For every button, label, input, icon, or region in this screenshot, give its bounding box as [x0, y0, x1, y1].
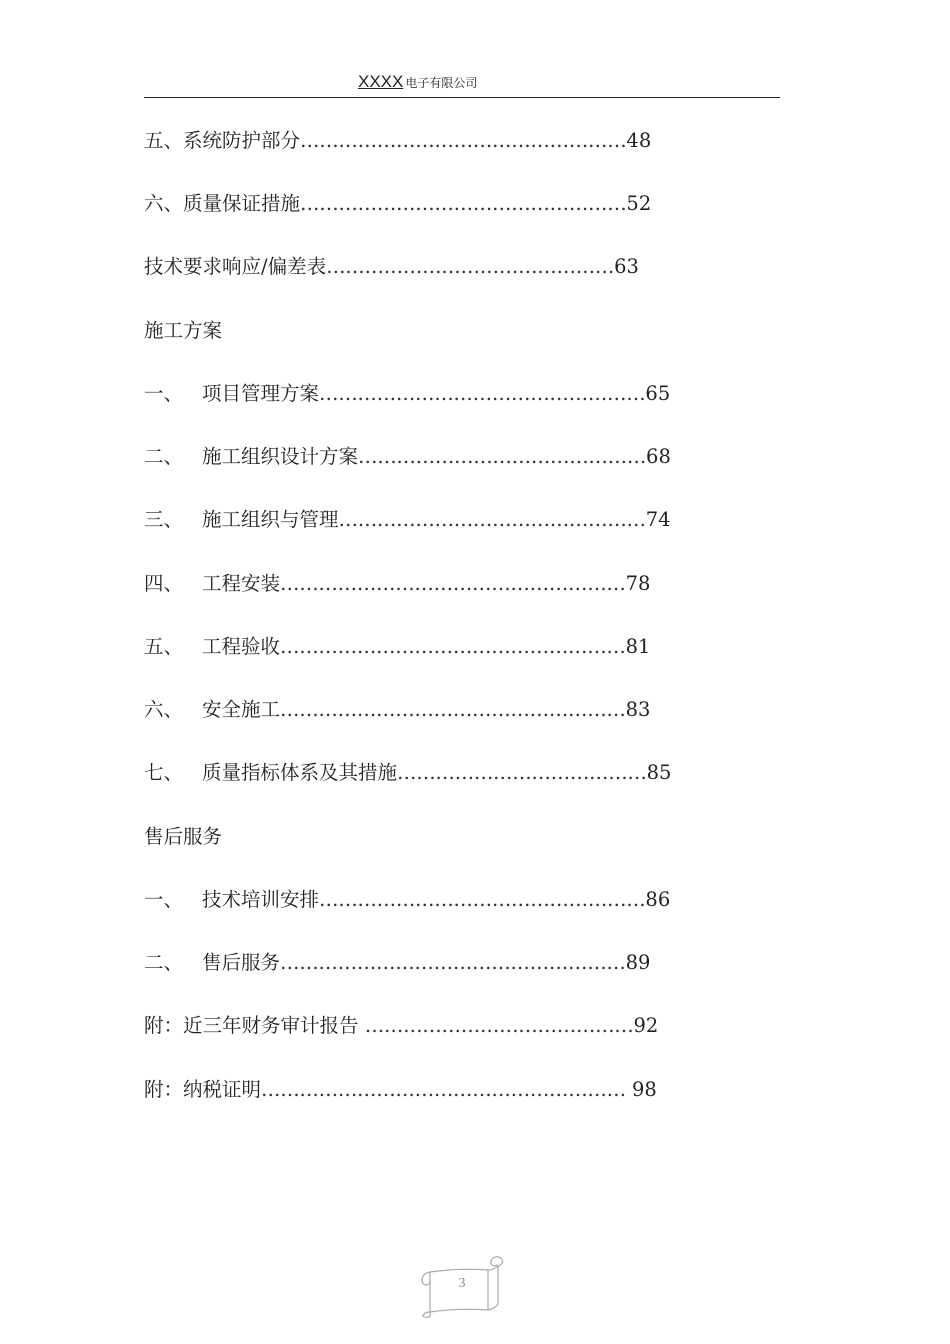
- toc-leader: ………………………………………………: [280, 951, 626, 974]
- toc-leader: ………………………………………: [358, 445, 647, 468]
- toc-number: 六、: [144, 698, 184, 721]
- toc-page: 81: [625, 635, 651, 658]
- toc-number: 一、: [144, 382, 184, 405]
- toc-leader: ……………………………………………: [319, 888, 646, 911]
- toc-page: 89: [625, 951, 651, 974]
- toc-leader: ……………………………………………: [300, 192, 627, 215]
- toc-title: 施工组织与管理: [202, 508, 339, 531]
- toc-entry: [144, 1076, 657, 1104]
- toc-title: 工程安装: [202, 572, 281, 595]
- toc-number: 三、: [144, 508, 184, 531]
- toc-entry: [144, 253, 639, 281]
- page-number-badge: [418, 1254, 506, 1318]
- toc-entry: [144, 506, 671, 534]
- toc-leader: ………………………………………………: [280, 572, 626, 595]
- toc-entry: [144, 380, 670, 408]
- toc-title: 施工方案: [144, 319, 223, 342]
- toc-leader: ………………………………………………: [280, 698, 626, 721]
- toc-entry: [144, 886, 670, 914]
- toc-entry: [144, 127, 651, 155]
- toc-entry: [144, 759, 671, 787]
- toc-title: 工程验收: [202, 635, 281, 658]
- toc-page: 68: [646, 445, 671, 468]
- page-header: [144, 70, 780, 98]
- toc-page: 98: [625, 1078, 657, 1101]
- toc-leader: ……………………………………………: [319, 382, 646, 405]
- toc-leader: …………………………………: [397, 761, 647, 784]
- toc-entry: [144, 949, 650, 977]
- toc-entry: [144, 443, 671, 471]
- toc-leader: …………………………………………: [338, 508, 646, 531]
- company-header: [358, 72, 477, 92]
- toc-title: 售后服务: [144, 825, 223, 848]
- page-number: 3: [458, 1276, 466, 1291]
- toc-title: 质量指标体系及其措施: [202, 761, 398, 784]
- toc-page: 78: [625, 572, 651, 595]
- toc-title: 技术培训安排: [202, 888, 320, 911]
- toc-page: 63: [614, 255, 639, 278]
- toc-entry: [144, 696, 650, 724]
- toc-title: 附：近三年财务审计报告: [144, 1014, 365, 1037]
- toc-leader: …………………………………………………: [261, 1078, 626, 1101]
- company-name: 电子有限公司: [405, 76, 478, 90]
- toc-number: 四、: [144, 572, 184, 595]
- toc-title: 售后服务: [202, 951, 281, 974]
- toc-entry: [144, 190, 651, 218]
- toc-title: 技术要求响应/偏差表: [144, 255, 327, 278]
- toc-title: 施工组织设计方案: [202, 445, 359, 468]
- toc-page: 74: [645, 508, 671, 531]
- toc-number: 一、: [144, 888, 184, 911]
- toc-page: 48: [626, 129, 652, 152]
- toc-page: 52: [626, 192, 652, 215]
- toc-number: 二、: [144, 951, 184, 974]
- toc-title: 附：纳税证明: [144, 1078, 262, 1101]
- toc-title: 五、系统防护部分: [144, 129, 301, 152]
- toc-page: 65: [645, 382, 671, 405]
- toc-entry: [144, 1012, 658, 1040]
- toc-page: 92: [633, 1014, 659, 1037]
- company-code: XXXX: [358, 72, 404, 91]
- toc-page: 83: [625, 698, 651, 721]
- toc-title: 安全施工: [202, 698, 281, 721]
- toc-leader: ……………………………………: [364, 1014, 634, 1037]
- toc-entry: [144, 570, 650, 598]
- toc-title: 六、质量保证措施: [144, 192, 301, 215]
- toc-page: 86: [645, 888, 671, 911]
- toc-section-heading: [144, 317, 222, 345]
- toc-page: 85: [646, 761, 672, 784]
- toc-number: 五、: [144, 635, 184, 658]
- toc-leader: ……………………………………………: [300, 129, 627, 152]
- toc-leader: ………………………………………………: [280, 635, 626, 658]
- toc-leader: ………………………………………: [326, 255, 615, 278]
- toc-number: 七、: [144, 761, 184, 784]
- toc-entry: [144, 633, 650, 661]
- toc-section-heading: [144, 823, 222, 851]
- toc-number: 二、: [144, 445, 184, 468]
- toc-title: 项目管理方案: [202, 382, 320, 405]
